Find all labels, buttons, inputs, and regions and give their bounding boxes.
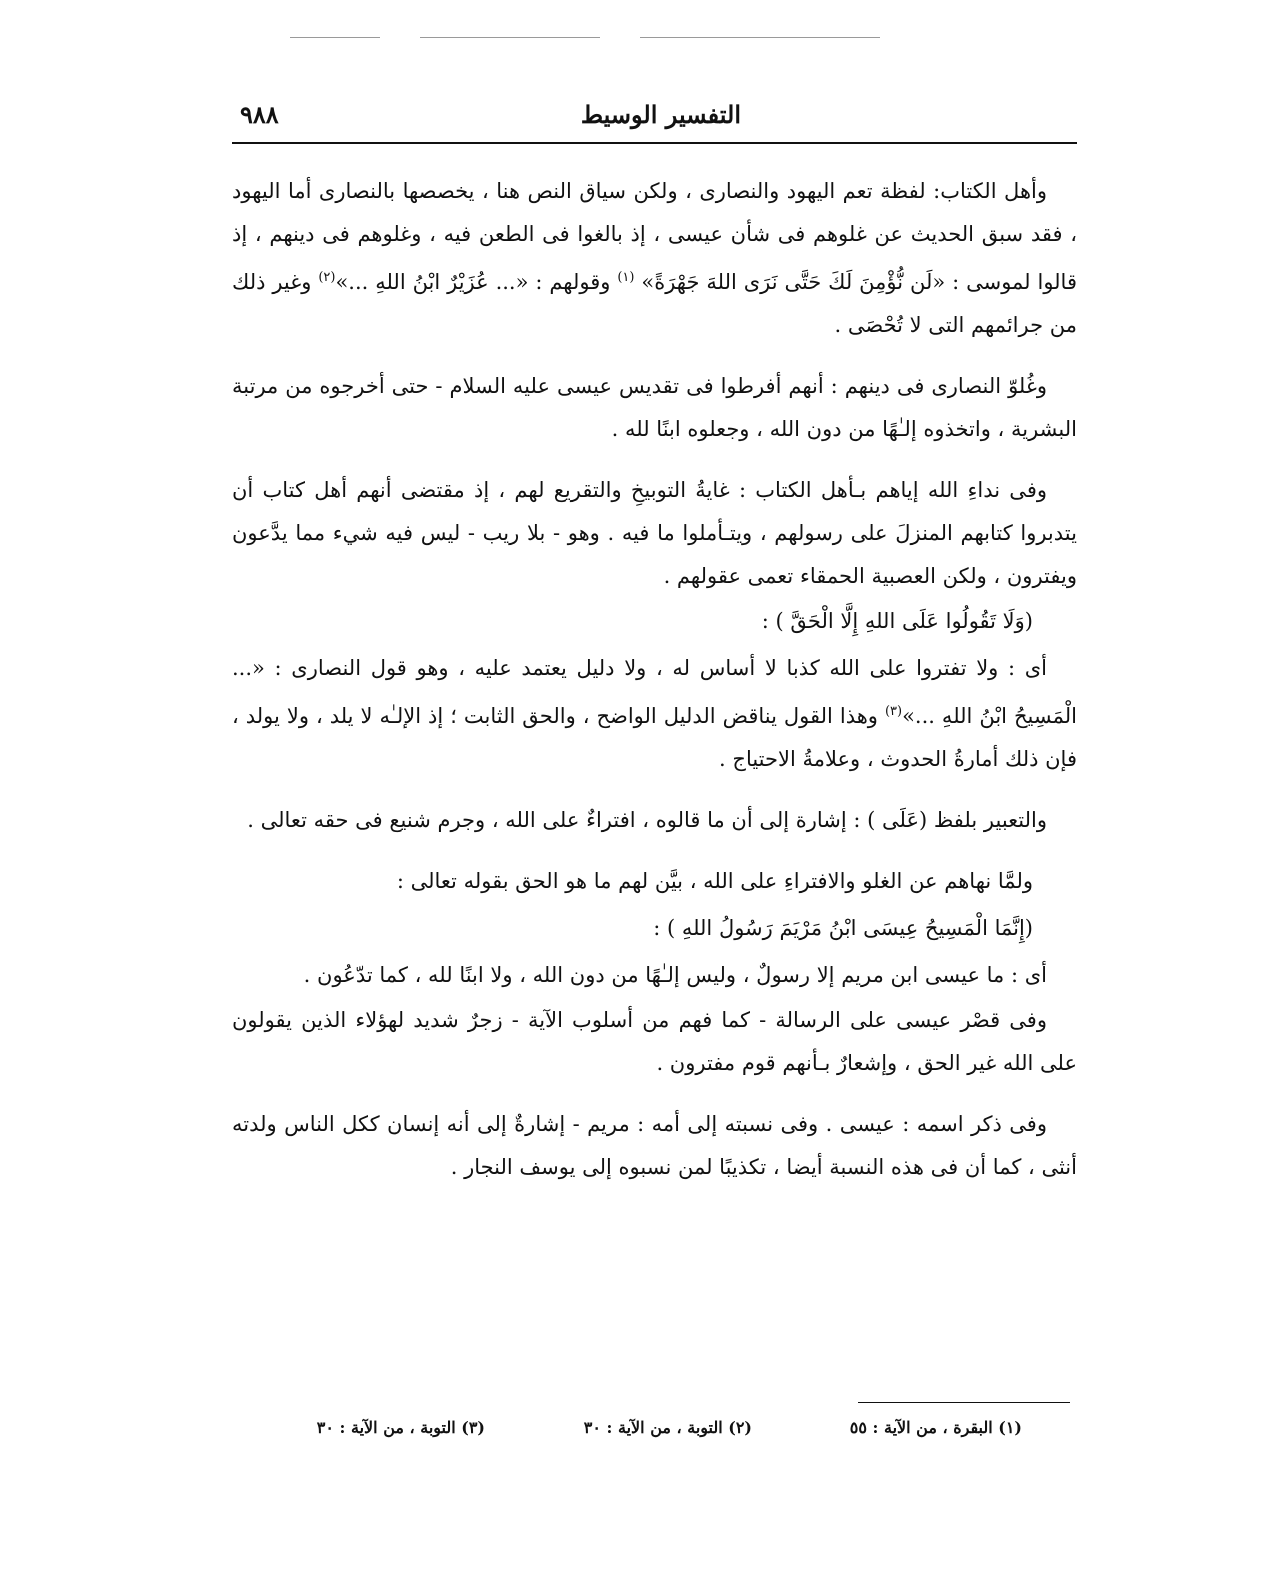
page-header bbox=[232, 96, 1077, 144]
paragraph: والتعبير بلفظ (عَلَى ) : إشارة إلى أن ما قالوه ، افتراءٌ على الله ، وجرم شنيع فى حقه تعالى . bbox=[247, 808, 1047, 832]
footnote-ref: (٣) bbox=[884, 704, 903, 719]
footnote: (٢) التوبة ، من الآية : ٣٠ bbox=[583, 1418, 752, 1437]
footnote-ref: (١) bbox=[617, 270, 635, 285]
quran-verse: (وَلَا تَقُولُوا عَلَى اللهِ إِلَّا الْحَقَّ ) : bbox=[761, 609, 1033, 633]
paragraph: أى : ولا تفتروا على الله كذبا لا أساس له ، ولا دليل يعتمد عليه ، وهو قول النصارى : «... الْمَسِيحُ ابْنُ اللهِ ...»$^{(٣)}$ وهذا القول يناقض الدليل الواضح ، والحق الثابت ؛ إذ الإلـٰه لا يلد ، ولا يولد ، فإن ذلك أمارةُ الحدوث ، وعلامةُ الاحتياج . bbox=[232, 656, 1077, 771]
footnote-divider bbox=[858, 1402, 1070, 1403]
paragraph: وغُلوّ النصارى فى دينهم : أنهم أفرطوا فى تقديس عيسى عليه السلام - حتى أخرجوه من مرتبة البشرية ، واتخذوه إلـٰهًا من دون الله ، وجعلوه ابنًا لله . bbox=[232, 374, 1077, 441]
body-text bbox=[232, 170, 1077, 1207]
scan-artifact-line bbox=[640, 37, 880, 38]
paragraph: أى : ما عيسى ابن مريم إلا رسولٌ ، وليس إلـٰهًا من دون الله ، ولا ابنًا لله ، كما تدّعُون . bbox=[303, 963, 1047, 987]
quran-verse: (إِنَّمَا الْمَسِيحُ عِيسَى ابْنُ مَرْيَمَ رَسُولُ اللهِ ) : bbox=[653, 916, 1033, 940]
footnotes bbox=[232, 1418, 1070, 1444]
footnote: (١) البقرة ، من الآية : ٥٥ bbox=[849, 1418, 1022, 1437]
paragraph: وأهل الكتاب: لفظة تعم اليهود والنصارى ، ولكن سياق النص هنا ، يخصصها بالنصارى أما اليهود ، فقد سبق الحديث عن غلوهم فى شأن عيسى ، إذ بالغوا فى الطعن فيه ، وغلوهم فى دينهم ، إذ قالوا لموسى : «لَن نُّؤْمِنَ لَكَ حَتَّى نَرَى اللهَ جَهْرَةً» $^{(١)}$ وقولهم : «... عُزَيْرٌ ابْنُ اللهِ ...»$^{(٢)}$ وغير ذلك من جرائمهم التى لا تُحْصَى . bbox=[232, 179, 1077, 337]
scan-artifact-line bbox=[420, 37, 600, 38]
paragraph: وفى نداءِ الله إياهم بـأهل الكتاب : غايةُ التوبيخِ والتقريع لهم ، إذ مقتضى أنهم أهل كتاب أن يتدبروا كتابهم المنزلَ على رسولهم ، ويتـأملوا ما فيه . وهو - بلا ريب - ليس فيه شيء مما يدَّعون ويفترون ، ولكن العصبية الحمقاء تعمى عقولهم . bbox=[232, 478, 1077, 588]
paragraph: وفى ذكر اسمه : عيسى . وفى نسبته إلى أمه : مريم - إشارةٌ إلى أنه إنسان ككل الناس ولدته أنثى ، كما أن فى هذه النسبة أيضا ، تكذيبًا لمن نسبوه إلى يوسف النجار . bbox=[232, 1112, 1077, 1179]
page-number: ٩٨٨ bbox=[240, 100, 279, 129]
footnote: (٣) التوبة ، من الآية : ٣٠ bbox=[316, 1418, 485, 1437]
scan-artifact-line bbox=[290, 37, 380, 38]
running-title: التفسير الوسيط bbox=[580, 100, 741, 129]
footnote-ref: (٢) bbox=[318, 270, 336, 285]
paragraph: وفى قصْر عيسى على الرسالة - كما فهم من أسلوب الآية - زجرٌ شديد لهؤلاء الذين يقولون على الله غير الحق ، وإشعارٌ بـأنهم قوم مفترون . bbox=[232, 1008, 1077, 1075]
paragraph: ولمَّا نهاهم عن الغلو والافتراءِ على الله ، بيَّن لهم ما هو الحق بقوله تعالى : bbox=[396, 869, 1033, 893]
